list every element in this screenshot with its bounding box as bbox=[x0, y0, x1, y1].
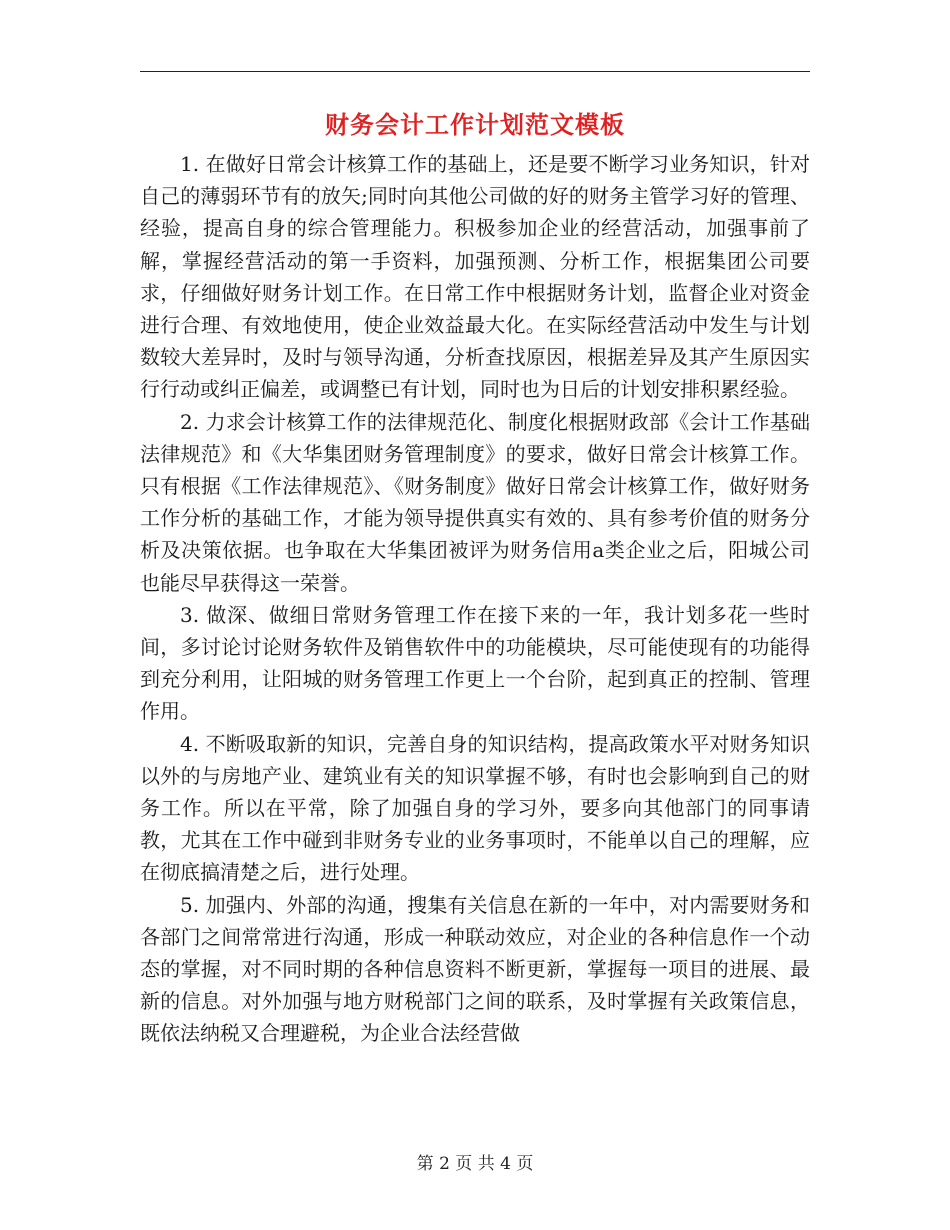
document-title: 财务会计工作计划范文模板 bbox=[325, 110, 625, 139]
page-number-footer: 第 2 页 共 4 页 bbox=[416, 1154, 534, 1174]
paragraph-4: 4. 不断吸取新的知识，完善自身的知识结构，提高政策水平对财务知识以外的与房地产业、建筑业有关的知识掌握不够，有时也会影响到自己的财务工作。所以在平常，除了加强自身的学习外，要多向其他部门的同事请教，尤其在工作中碰到非财务专业的业务事项时，不能单以自己的理解，应在彻底搞清楚之后，进行处理。 bbox=[140, 731, 810, 885]
paragraph-1: 1. 在做好日常会计核算工作的基础上，还是要不断学习业务知识，针对自己的薄弱环节有的放矢;同时向其他公司做的好的财务主管学习好的管理、经验，提高自身的综合管理能力。积极参加企业的经营活动，加强事前了解，掌握经营活动的第一手资料，加强预测、分析工作，根据集团公司要求，仔细做好财务计划工作。在日常工作中根据财务计划，监督企业对资金进行合理、有效地使用，使企业效益最大化。在实际经营活动中发生与计划数较大差异时，及时与领导沟通，分析查找原因，根据差异及其产生原因实行行动或纠正偏差，或调整已有计划，同时也为日后的计划安排积累经验。 bbox=[140, 152, 810, 402]
paragraph-2: 2. 力求会计核算工作的法律规范化、制度化根据财政部《会计工作基础法律规范》和《大华集团财务管理制度》的要求，做好日常会计核算工作。只有根据《工作法律规范》、《财务制度》做好日常会计核算工作，做好财务工作分析的基础工作，才能为领导提供真实有效的、具有参考价值的财务分析及决策依据。也争取在大华集团被评为财务信用a类企业之后，阳城公司也能尽早获得这一荣誉。 bbox=[140, 409, 810, 595]
paragraph-5: 5. 加强内、外部的沟通，搜集有关信息在新的一年中，对内需要财务和各部门之间常常进行沟通，形成一种联动效应，对企业的各种信息作一个动态的掌握，对不同时期的各种信息资料不断更新，掌握每一项目的进展、最新的信息。对外加强与地方财税部门之间的联系，及时掌握有关政策信息，既依法纳税又合理避税，为企业合法经营做 bbox=[140, 892, 810, 1046]
header-rule bbox=[140, 71, 810, 72]
paragraph-3: 3. 做深、做细日常财务管理工作在接下来的一年，我计划多花一些时间，多讨论讨论财务软件及销售软件中的功能模块，尽可能使现有的功能得到充分利用，让阳城的财务管理工作更上一个台阶，起到真正的控制、管理作用。 bbox=[140, 602, 810, 724]
document-body bbox=[140, 148, 810, 1050]
